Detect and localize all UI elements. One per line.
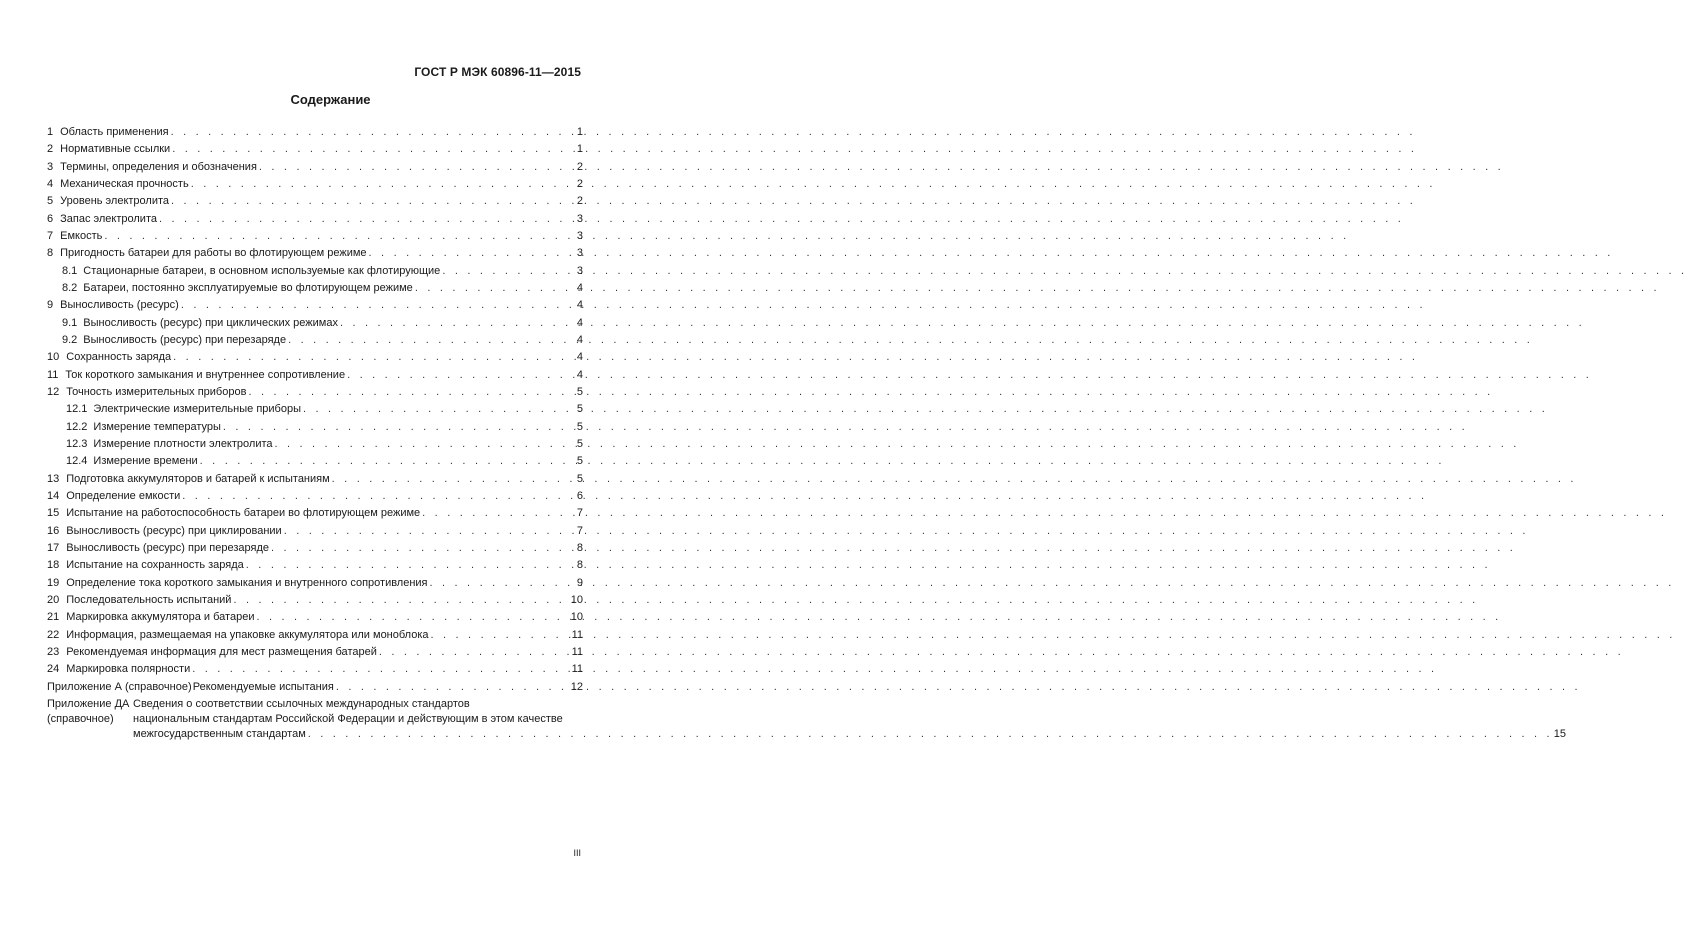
- toc-entry[interactable]: [47, 280, 583, 297]
- toc-entry[interactable]: [47, 592, 583, 609]
- table-of-contents: [47, 124, 1566, 742]
- toc-entry-number: 12.3: [66, 437, 88, 450]
- toc-entry-title: Определение емкости: [66, 489, 181, 502]
- toc-entry-title: Батареи, постоянно эксплуатируемые во флотирующем режиме: [83, 281, 413, 294]
- leader-dots: [428, 575, 576, 592]
- toc-entry[interactable]: [47, 176, 583, 193]
- toc-entry[interactable]: [47, 505, 583, 522]
- leader-dots: [189, 176, 576, 193]
- appendix-da-title-line2: национальным стандартам Российской Федерации и действующим в этом качестве: [133, 712, 563, 725]
- toc-entry[interactable]: [47, 419, 583, 436]
- appendix-a-page: 12: [570, 680, 583, 693]
- toc-entry-number: 12: [47, 385, 60, 398]
- toc-entry-number: 9: [47, 299, 54, 312]
- toc-appendix-a[interactable]: [47, 679, 583, 696]
- toc-entry[interactable]: [47, 575, 583, 592]
- toc-entry-page: 4: [576, 351, 583, 364]
- toc-entry-page: 3: [576, 212, 583, 225]
- leader-dots: [180, 488, 576, 505]
- toc-entry-page: 2: [576, 177, 583, 190]
- toc-entry-number: 9.2: [62, 333, 78, 346]
- leader-dots: [345, 367, 576, 384]
- toc-entry-number: 4: [47, 177, 54, 190]
- toc-entry-page: 10: [570, 593, 583, 606]
- leader-dots: [301, 401, 576, 418]
- toc-entry[interactable]: [47, 384, 583, 401]
- toc-entry-number: 8: [47, 247, 54, 260]
- toc-entry[interactable]: [47, 315, 583, 332]
- leader-dots: [413, 280, 576, 297]
- toc-entry-page: 10: [570, 611, 583, 624]
- leader-dots: [420, 505, 576, 522]
- appendix-da-label: Приложение ДА (справочное): [47, 697, 130, 725]
- toc-entry-page: 3: [576, 229, 583, 242]
- toc-entry-title: Выносливость (ресурс): [60, 299, 179, 312]
- toc-entry-title: Измерение температуры: [93, 420, 221, 433]
- appendix-da-title-line1: Сведения о соответствии ссылочных международных стандартов: [133, 697, 470, 710]
- toc-entry[interactable]: [47, 193, 583, 210]
- toc-entry-page: 8: [576, 541, 583, 554]
- leader-dots: [338, 315, 576, 332]
- toc-entry-title: Выносливость (ресурс) при циклических режимах: [83, 316, 338, 329]
- leader-dots: [269, 540, 576, 557]
- toc-entry-number: 19: [47, 576, 60, 589]
- leader-dots: [377, 644, 571, 661]
- toc-entry-number: 8.2: [62, 281, 78, 294]
- toc-entry-number: 24: [47, 663, 60, 676]
- toc-entry-page: 6: [576, 489, 583, 502]
- toc-entry-page: 5: [576, 385, 583, 398]
- page-title: Содержание: [290, 92, 371, 107]
- toc-entry-page: 4: [576, 299, 583, 312]
- toc-entry-title: Ток короткого замыкания и внутреннее сопротивление: [65, 368, 346, 381]
- leader-dots: [306, 727, 1553, 742]
- toc-entry-page: 4: [576, 316, 583, 329]
- leader-dots: [257, 159, 576, 176]
- toc-entry-title: Определение тока короткого замыкания и внутренного сопротивления: [66, 576, 428, 589]
- toc-entry-number: 10: [47, 351, 60, 364]
- toc-entry[interactable]: [47, 367, 583, 384]
- toc-entry-title: Измерение плотности электролита: [93, 437, 273, 450]
- toc-entry-page: 8: [576, 559, 583, 572]
- toc-entry[interactable]: [47, 297, 583, 314]
- leader-dots: [169, 124, 576, 141]
- toc-entry[interactable]: [47, 471, 583, 488]
- toc-entry-number: 6: [47, 212, 54, 225]
- toc-entry-page: 1: [576, 143, 583, 156]
- toc-entry-page: 4: [576, 333, 583, 346]
- toc-entry-title: Пригодность батареи для работы во флотирующем режиме: [60, 247, 367, 260]
- toc-entry-title: Стационарные батареи, в основном используемые как флотирующие: [83, 264, 441, 277]
- toc-entry-title: Рекомендуемая информация для мест размещения батарей: [66, 645, 377, 658]
- toc-entry-number: 11: [47, 368, 59, 381]
- toc-entry[interactable]: [47, 644, 583, 661]
- leader-dots: [170, 141, 576, 158]
- toc-entry[interactable]: [47, 159, 583, 176]
- toc-entry-page: 5: [576, 403, 583, 416]
- toc-entry-number: 7: [47, 229, 54, 242]
- toc-entry-page: 3: [576, 264, 583, 277]
- toc-entry-title: Механическая прочность: [60, 177, 189, 190]
- leader-dots: [440, 263, 576, 280]
- toc-entry[interactable]: [47, 245, 583, 262]
- leader-dots: [429, 627, 571, 644]
- toc-entry-title: Запас электролита: [60, 212, 157, 225]
- toc-entry[interactable]: [47, 263, 583, 280]
- toc-entry-number: 18: [47, 559, 60, 572]
- leader-dots: [286, 332, 576, 349]
- toc-entry-number: 13: [47, 472, 60, 485]
- toc-entry-number: 9.1: [62, 316, 78, 329]
- standard-designation: ГОСТ Р МЭК 60896-11—2015: [414, 65, 581, 79]
- toc-entry-title: Испытание на работоспособность батареи во флотирующем режиме: [66, 507, 421, 520]
- toc-entry-number: 15: [47, 507, 60, 520]
- toc-entry-page: 5: [576, 437, 583, 450]
- toc-entry-number: 17: [47, 541, 60, 554]
- toc-entry-number: 14: [47, 489, 60, 502]
- appendix-da-title-line3: межгосударственным стандартам: [133, 727, 306, 740]
- appendix-a-title: Рекомендуемые испытания: [192, 680, 334, 693]
- toc-entry-number: 21: [47, 611, 60, 624]
- toc-entry[interactable]: [47, 141, 583, 158]
- leader-dots: [334, 679, 570, 696]
- leader-dots: [254, 609, 569, 626]
- appendix-da-page: 15: [1553, 727, 1566, 740]
- toc-entry-title: Уровень электролита: [60, 195, 170, 208]
- leader-dots: [179, 297, 576, 314]
- toc-entry-page: 7: [576, 524, 583, 537]
- toc-entry-page: 7: [576, 507, 583, 520]
- toc-entry-page: 11: [571, 628, 583, 641]
- toc-entry-title: Измерение времени: [93, 455, 198, 468]
- toc-entry[interactable]: [47, 401, 583, 418]
- leader-dots: [169, 193, 576, 210]
- page-number-roman: III: [573, 848, 581, 858]
- leader-dots: [282, 523, 576, 540]
- leader-dots: [231, 592, 569, 609]
- toc-entry-number: 1: [47, 126, 54, 138]
- toc-entry[interactable]: [47, 609, 583, 626]
- leader-dots: [246, 384, 575, 401]
- toc-entry-number: 22: [47, 628, 60, 641]
- toc-entry-page: 5: [576, 472, 583, 485]
- toc-entry-title: Нормативные ссылки: [60, 143, 171, 156]
- toc-entry[interactable]: [47, 661, 583, 678]
- toc-entry-number: 2: [47, 143, 54, 156]
- toc-entry[interactable]: [47, 436, 583, 453]
- leader-dots: [157, 211, 576, 228]
- toc-entry-number: 12.4: [66, 455, 88, 468]
- toc-entry-title: Выносливость (ресурс) при перезаряде: [66, 541, 270, 554]
- toc-entry[interactable]: [47, 349, 583, 366]
- toc-entry-title: Маркировка аккумулятора и батареи: [66, 611, 255, 624]
- toc-entry-title: Область применения: [60, 126, 169, 138]
- leader-dots: [171, 349, 576, 366]
- toc-entry-number: 20: [47, 593, 60, 606]
- toc-entry-number: 8.1: [62, 264, 78, 277]
- toc-entry-title: Выносливость (ресурс) при циклировании: [66, 524, 282, 537]
- toc-entry-number: 3: [47, 160, 54, 173]
- toc-entry-page: 11: [571, 663, 583, 676]
- leader-dots: [367, 245, 576, 262]
- toc-entry-number: 23: [47, 645, 60, 658]
- toc-entry[interactable]: [47, 124, 583, 141]
- toc-entry[interactable]: [47, 627, 583, 644]
- toc-entry-page: 1: [576, 126, 583, 138]
- toc-entry-title: Подготовка аккумуляторов и батарей к испытаниям: [66, 472, 330, 485]
- leader-dots: [198, 453, 576, 470]
- toc-entry-number: 12.1: [66, 403, 88, 416]
- toc-entry[interactable]: [47, 228, 583, 245]
- leader-dots: [221, 419, 576, 436]
- toc-entry[interactable]: [47, 332, 583, 349]
- toc-appendix-da[interactable]: [47, 697, 1566, 742]
- toc-entry-title: Последовательность испытаний: [66, 593, 232, 606]
- appendix-a-label: Приложение А (справочное): [47, 680, 192, 693]
- toc-entry[interactable]: [47, 453, 583, 470]
- toc-entry-page: 2: [576, 195, 583, 208]
- toc-entry-number: 12.2: [66, 420, 88, 433]
- toc-entry-page: 5: [576, 420, 583, 433]
- toc-entry-title: Сохранность заряда: [66, 351, 172, 364]
- toc-entry-number: 5: [47, 195, 54, 208]
- toc-entry-title: Выносливость (ресурс) при перезаряде: [83, 333, 287, 346]
- toc-entry-title: Испытание на сохранность заряда: [66, 559, 244, 572]
- toc-entry[interactable]: [47, 557, 583, 574]
- toc-entry-page: 4: [576, 281, 583, 294]
- leader-dots: [273, 436, 576, 453]
- toc-entry-title: Точность измерительных приборов: [66, 385, 247, 398]
- toc-entry-page: 2: [576, 160, 583, 173]
- toc-entry[interactable]: [47, 211, 583, 228]
- toc-entry-page: 11: [571, 645, 583, 658]
- toc-entry-title: Емкость: [60, 229, 103, 242]
- toc-entry[interactable]: [47, 540, 583, 557]
- toc-entry[interactable]: [47, 488, 583, 505]
- toc-entry-title: Информация, размещаемая на упаковке аккумулятора или моноблока: [66, 628, 429, 641]
- toc-entry-page: 5: [576, 455, 583, 468]
- leader-dots: [102, 228, 576, 245]
- leader-dots: [330, 471, 576, 488]
- toc-entry-title: Электрические измерительные приборы: [93, 403, 301, 416]
- toc-entry-page: 4: [576, 368, 583, 381]
- toc-entry-title: Маркировка полярности: [66, 663, 191, 676]
- leader-dots: [244, 557, 576, 574]
- toc-entry[interactable]: [47, 523, 583, 540]
- leader-dots: [190, 661, 570, 678]
- toc-entry-title: Термины, определения и обозначения: [60, 160, 257, 173]
- toc-entry-page: 3: [576, 247, 583, 260]
- toc-entry-page: 9: [576, 576, 583, 589]
- toc-entry-number: 16: [47, 524, 60, 537]
